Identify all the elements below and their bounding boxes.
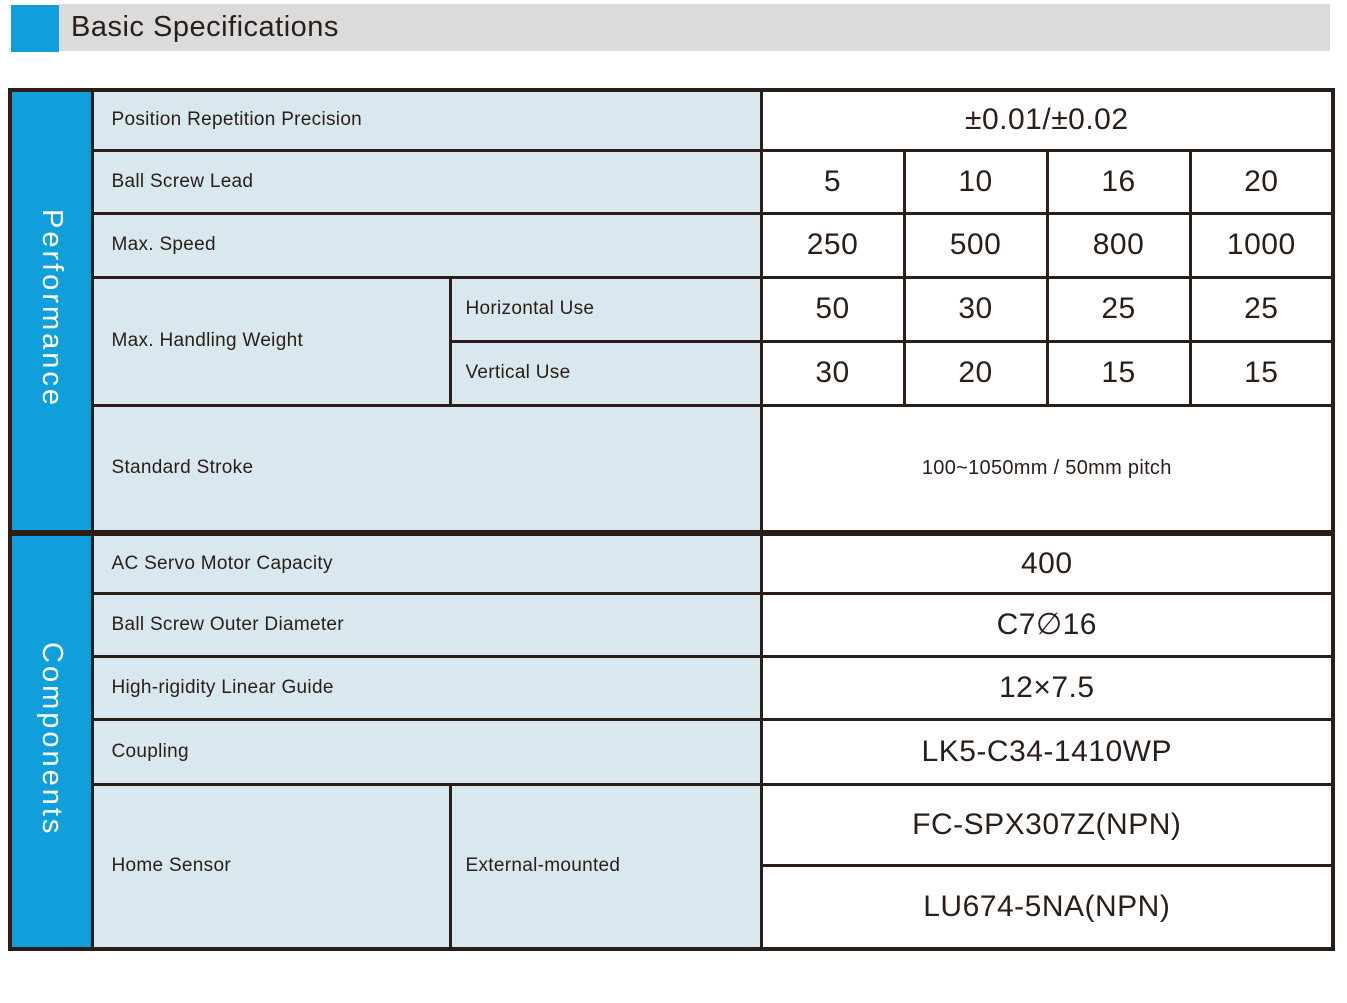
row-label-ball-screw-lead: Ball Screw Lead xyxy=(92,150,761,213)
title-banner xyxy=(59,4,1330,51)
value-ball-screw-lead-4: 20 xyxy=(1190,150,1333,213)
value-horizontal-use-2: 30 xyxy=(904,277,1047,341)
value-standard-stroke: 100~1050mm / 50mm pitch xyxy=(761,405,1333,533)
value-home-sensor-2: LU674-5NA(NPN) xyxy=(761,865,1333,949)
value-max-speed-4: 1000 xyxy=(1190,213,1333,277)
value-ball-screw-lead-2: 10 xyxy=(904,150,1047,213)
value-ac-servo-motor-capacity: 400 xyxy=(761,533,1333,593)
value-horizontal-use-4: 25 xyxy=(1190,277,1333,341)
row-label-vertical-use: Vertical Use xyxy=(450,341,761,405)
value-coupling: LK5-C34-1410WP xyxy=(761,719,1333,784)
value-ball-screw-lead-1: 5 xyxy=(761,150,904,213)
value-vertical-use-1: 30 xyxy=(761,341,904,405)
value-ball-screw-outer-diameter: C7∅16 xyxy=(761,593,1333,656)
page-title: Basic Specifications xyxy=(71,11,339,43)
value-vertical-use-4: 15 xyxy=(1190,341,1333,405)
value-vertical-use-2: 20 xyxy=(904,341,1047,405)
row-label-ac-servo-motor-capacity: AC Servo Motor Capacity xyxy=(92,533,761,593)
value-horizontal-use-3: 25 xyxy=(1047,277,1190,341)
row-label-ball-screw-outer-diameter: Ball Screw Outer Diameter xyxy=(92,593,761,656)
specifications-table xyxy=(8,88,1335,951)
row-label-max-speed: Max. Speed xyxy=(92,213,761,277)
value-ball-screw-lead-3: 16 xyxy=(1047,150,1190,213)
value-max-speed-3: 800 xyxy=(1047,213,1190,277)
value-max-speed-2: 500 xyxy=(904,213,1047,277)
row-label-standard-stroke: Standard Stroke xyxy=(92,405,761,533)
section-header-performance-label: Performance xyxy=(35,208,68,408)
row-label-horizontal-use: Horizontal Use xyxy=(450,277,761,341)
value-position-repetition-precision: ±0.01/±0.02 xyxy=(761,90,1333,150)
section-header-performance xyxy=(10,90,92,533)
row-label-external-mounted: External-mounted xyxy=(450,784,761,949)
row-label-home-sensor: Home Sensor xyxy=(92,784,450,949)
title-accent-square xyxy=(11,5,59,52)
value-home-sensor-1: FC-SPX307Z(NPN) xyxy=(761,784,1333,865)
value-high-rigidity-linear-guide: 12×7.5 xyxy=(761,656,1333,719)
section-header-components-label: Components xyxy=(35,641,68,837)
row-label-high-rigidity-linear-guide: High-rigidity Linear Guide xyxy=(92,656,761,719)
value-horizontal-use-1: 50 xyxy=(761,277,904,341)
row-label-position-repetition-precision: Position Repetition Precision xyxy=(92,90,761,150)
value-max-speed-1: 250 xyxy=(761,213,904,277)
row-label-max-handling-weight: Max. Handling Weight xyxy=(92,277,450,405)
row-label-coupling: Coupling xyxy=(92,719,761,784)
value-vertical-use-3: 15 xyxy=(1047,341,1190,405)
section-header-components xyxy=(10,533,92,949)
